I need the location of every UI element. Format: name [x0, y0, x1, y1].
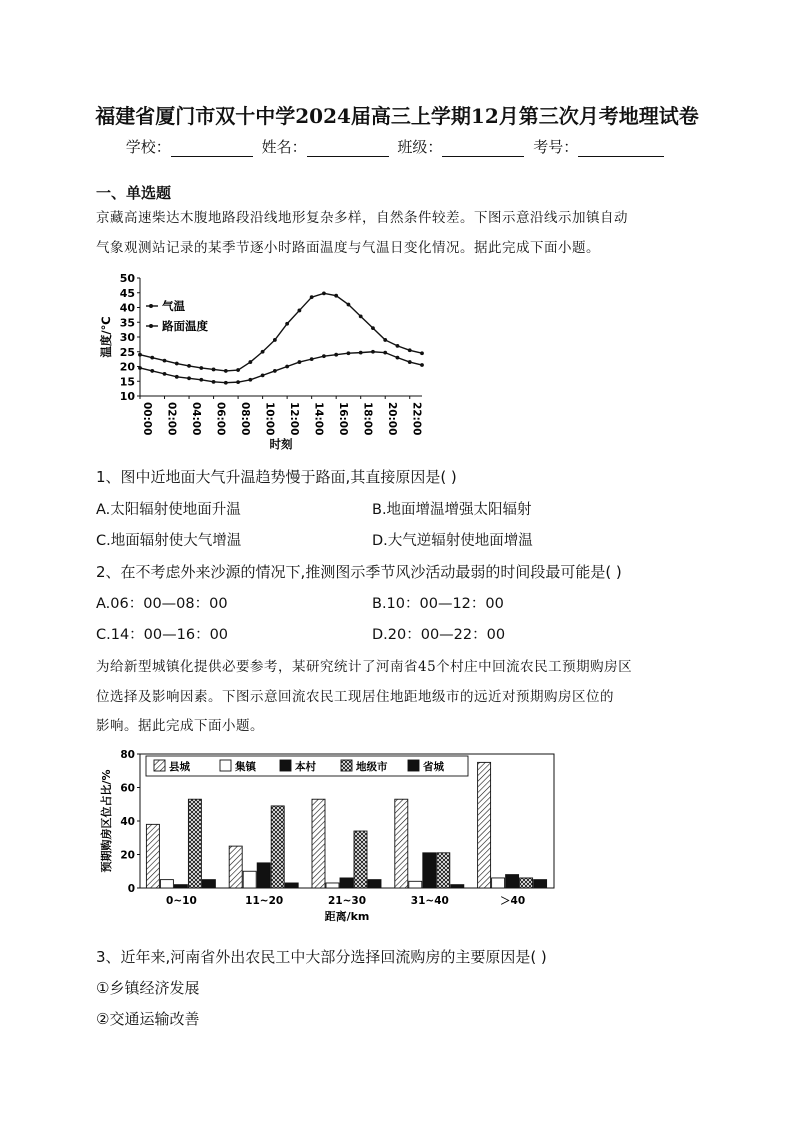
data-point — [383, 338, 387, 342]
q2-option-a[interactable]: A.06：00—08：00 — [96, 596, 228, 612]
legend-label: 路面温度 — [162, 319, 208, 333]
bar — [188, 799, 201, 888]
q2-option-c[interactable]: C.14：00—16：00 — [96, 627, 229, 643]
data-point — [285, 365, 289, 369]
school-label: 学校： — [125, 138, 171, 156]
data-point — [150, 369, 154, 373]
data-point — [236, 380, 240, 384]
data-point — [297, 309, 301, 313]
data-point — [285, 322, 289, 326]
q1-option-d[interactable]: D.大气逆辐射使地面增温 — [372, 533, 533, 549]
legend-label: 本村 — [295, 761, 316, 773]
bar — [229, 846, 242, 888]
data-point — [261, 350, 265, 354]
series-line-0 — [140, 352, 422, 383]
legend-swatch — [220, 760, 231, 771]
y-tick-label: 15 — [119, 375, 135, 389]
legend-label: 地级市 — [356, 761, 388, 773]
bar — [478, 762, 491, 888]
data-point — [420, 363, 424, 367]
legend-swatch — [408, 760, 419, 771]
x-axis-label: 距离/km — [324, 910, 370, 923]
legend-label: 县城 — [169, 761, 190, 773]
number-label: 考号： — [533, 138, 579, 156]
x-tick-label: 20:00 — [386, 402, 399, 436]
x-tick-label: 12:00 — [288, 402, 301, 436]
q1-option-b[interactable]: B.地面增温增强太阳辐射 — [372, 502, 532, 518]
y-tick-label: 60 — [120, 782, 135, 795]
bar — [271, 806, 284, 888]
number-field[interactable] — [578, 140, 664, 157]
legend-label: 集镇 — [235, 761, 256, 773]
legend-label: 气温 — [162, 299, 185, 313]
bar — [174, 885, 187, 888]
data-point — [175, 362, 179, 366]
data-point — [322, 291, 326, 295]
data-point — [396, 356, 400, 360]
data-point — [347, 351, 351, 355]
data-point — [334, 294, 338, 298]
legend-swatch — [341, 760, 352, 771]
data-point — [359, 314, 363, 318]
data-point — [347, 303, 351, 307]
bar — [312, 799, 325, 888]
data-point — [224, 369, 228, 373]
x-tick-label: 00:00 — [141, 402, 153, 436]
y-tick-label: 25 — [119, 345, 135, 359]
y-tick-label: 45 — [119, 286, 135, 300]
data-point — [187, 364, 191, 368]
legend-swatch — [280, 760, 291, 771]
legend-label: 省城 — [423, 761, 444, 773]
bar — [395, 799, 408, 888]
bar — [285, 883, 298, 888]
x-tick-label: 08:00 — [239, 402, 252, 436]
y-tick-label: 50 — [119, 272, 135, 285]
data-point — [224, 381, 228, 385]
y-tick-label: 30 — [119, 331, 135, 344]
bar — [506, 875, 519, 888]
bar — [257, 863, 270, 888]
data-point — [248, 360, 252, 364]
bar — [423, 853, 436, 888]
data-point — [371, 350, 375, 354]
data-point — [150, 356, 154, 360]
bar — [534, 880, 547, 888]
data-point — [212, 380, 216, 384]
y-tick-label: 35 — [119, 316, 135, 330]
bar — [409, 881, 422, 888]
bar — [437, 853, 450, 888]
x-tick-label: 18:00 — [361, 402, 374, 436]
data-point — [371, 326, 375, 330]
data-point — [187, 376, 191, 380]
x-tick-label: 02:00 — [165, 402, 178, 436]
data-point — [199, 366, 203, 370]
x-tick-label: 04:00 — [190, 402, 203, 436]
data-point — [297, 360, 301, 364]
data-point — [199, 378, 203, 382]
q2-option-d[interactable]: D.20：00—22：00 — [372, 627, 506, 643]
data-point — [163, 359, 167, 363]
data-point — [175, 375, 179, 379]
x-tick-label: 21~30 — [327, 895, 367, 907]
bar — [146, 824, 159, 888]
data-point — [408, 360, 412, 364]
data-point — [248, 378, 252, 382]
class-label: 班级： — [397, 138, 443, 156]
data-point — [310, 295, 314, 299]
data-point — [420, 351, 424, 355]
housing-bar-chart — [96, 744, 566, 926]
bar — [520, 878, 533, 888]
x-tick-label: 06:00 — [214, 402, 227, 436]
data-point — [138, 366, 142, 370]
data-point — [396, 344, 400, 348]
x-tick-label: ＞40 — [500, 895, 526, 907]
passage2-line1: 为给新型城镇化提供必要参考，某研究统计了河南省45个村庄中回流农民工预期购房区 — [96, 659, 633, 675]
data-point — [273, 369, 277, 373]
class-field[interactable] — [442, 140, 524, 157]
y-axis-label: 温度/℃ — [99, 316, 113, 358]
data-point — [163, 372, 167, 376]
data-point — [334, 353, 338, 357]
q1-option-c[interactable]: C.地面辐射使大气增温 — [96, 533, 242, 549]
data-point — [359, 351, 363, 355]
passage2-line3: 影响。据此完成下面小题。 — [96, 718, 264, 734]
bar — [243, 871, 256, 888]
x-tick-label: 31~40 — [410, 895, 449, 907]
data-point — [236, 368, 240, 372]
q1-stem: 1、图中近地面大气升温趋势慢于路面,其直接原因是( ) — [96, 468, 457, 486]
student-info-line — [0, 136, 794, 157]
passage1-line1: 京藏高速柴达木腹地路段沿线地形复杂多样，自然条件较差。下图示意沿线示加镇自动 — [96, 210, 628, 226]
y-tick-label: 10 — [119, 390, 135, 403]
data-point — [322, 354, 326, 358]
y-tick-label: 40 — [119, 301, 135, 315]
temperature-line-chart — [96, 268, 436, 458]
bar — [326, 883, 339, 888]
x-tick-label: 0~10 — [166, 895, 197, 907]
data-point — [261, 373, 265, 377]
bar — [340, 878, 353, 888]
q1-option-a[interactable]: A.太阳辐射使地面升温 — [96, 502, 241, 518]
passage2-line2: 位选择及影响因素。下图示意回流农民工现居住地距地级市的远近对预期购房区位的 — [96, 689, 614, 705]
bar — [160, 880, 173, 888]
bar — [354, 831, 367, 888]
school-field[interactable] — [171, 140, 253, 157]
y-tick-label: 80 — [120, 749, 135, 761]
x-tick-label: 11~20 — [245, 895, 284, 907]
bar — [492, 878, 505, 888]
y-tick-label: 20 — [120, 849, 135, 862]
y-tick-label: 0 — [127, 883, 135, 895]
y-tick-label: 20 — [119, 360, 135, 374]
y-axis-label: 预期购房区位占比/% — [100, 769, 113, 873]
data-point — [212, 368, 216, 372]
name-field[interactable] — [307, 140, 389, 157]
q3-item-2: ②交通运输改善 — [96, 1010, 200, 1028]
page-title: 福建省厦门市双十中学2024届高三上学期12月第三次月考地理试卷 — [95, 104, 699, 128]
passage1-line2: 气象观测站记录的某季节逐小时路面温度与气温日变化情况。据此完成下面小题。 — [96, 240, 600, 256]
x-tick-label: 10:00 — [263, 402, 276, 436]
x-axis-label: 时刻 — [269, 437, 293, 451]
data-point — [310, 357, 314, 361]
q3-stem: 3、近年来,河南省外出农民工中大部分选择回流购房的主要原因是( ) — [96, 948, 547, 966]
data-point — [138, 353, 142, 357]
data-point — [273, 338, 277, 342]
legend-marker — [149, 304, 153, 308]
bar — [451, 885, 464, 888]
name-label: 姓名： — [261, 138, 307, 156]
x-tick-label: 22:00 — [410, 402, 423, 436]
data-point — [383, 351, 387, 355]
q3-item-1: ①乡镇经济发展 — [96, 979, 200, 997]
legend-marker — [149, 324, 153, 328]
bar — [368, 880, 381, 888]
data-point — [408, 348, 412, 352]
y-tick-label: 40 — [120, 816, 135, 828]
legend-swatch — [154, 760, 165, 771]
q2-stem: 2、在不考虑外来沙源的情况下,推测图示季节风沙活动最弱的时间段最可能是( ) — [96, 563, 622, 581]
section-heading: 一、单选题 — [96, 184, 172, 202]
q2-option-b[interactable]: B.10：00—12：00 — [372, 596, 504, 612]
x-tick-label: 14:00 — [312, 402, 325, 436]
x-tick-label: 16:00 — [337, 402, 350, 436]
bar — [202, 880, 215, 888]
